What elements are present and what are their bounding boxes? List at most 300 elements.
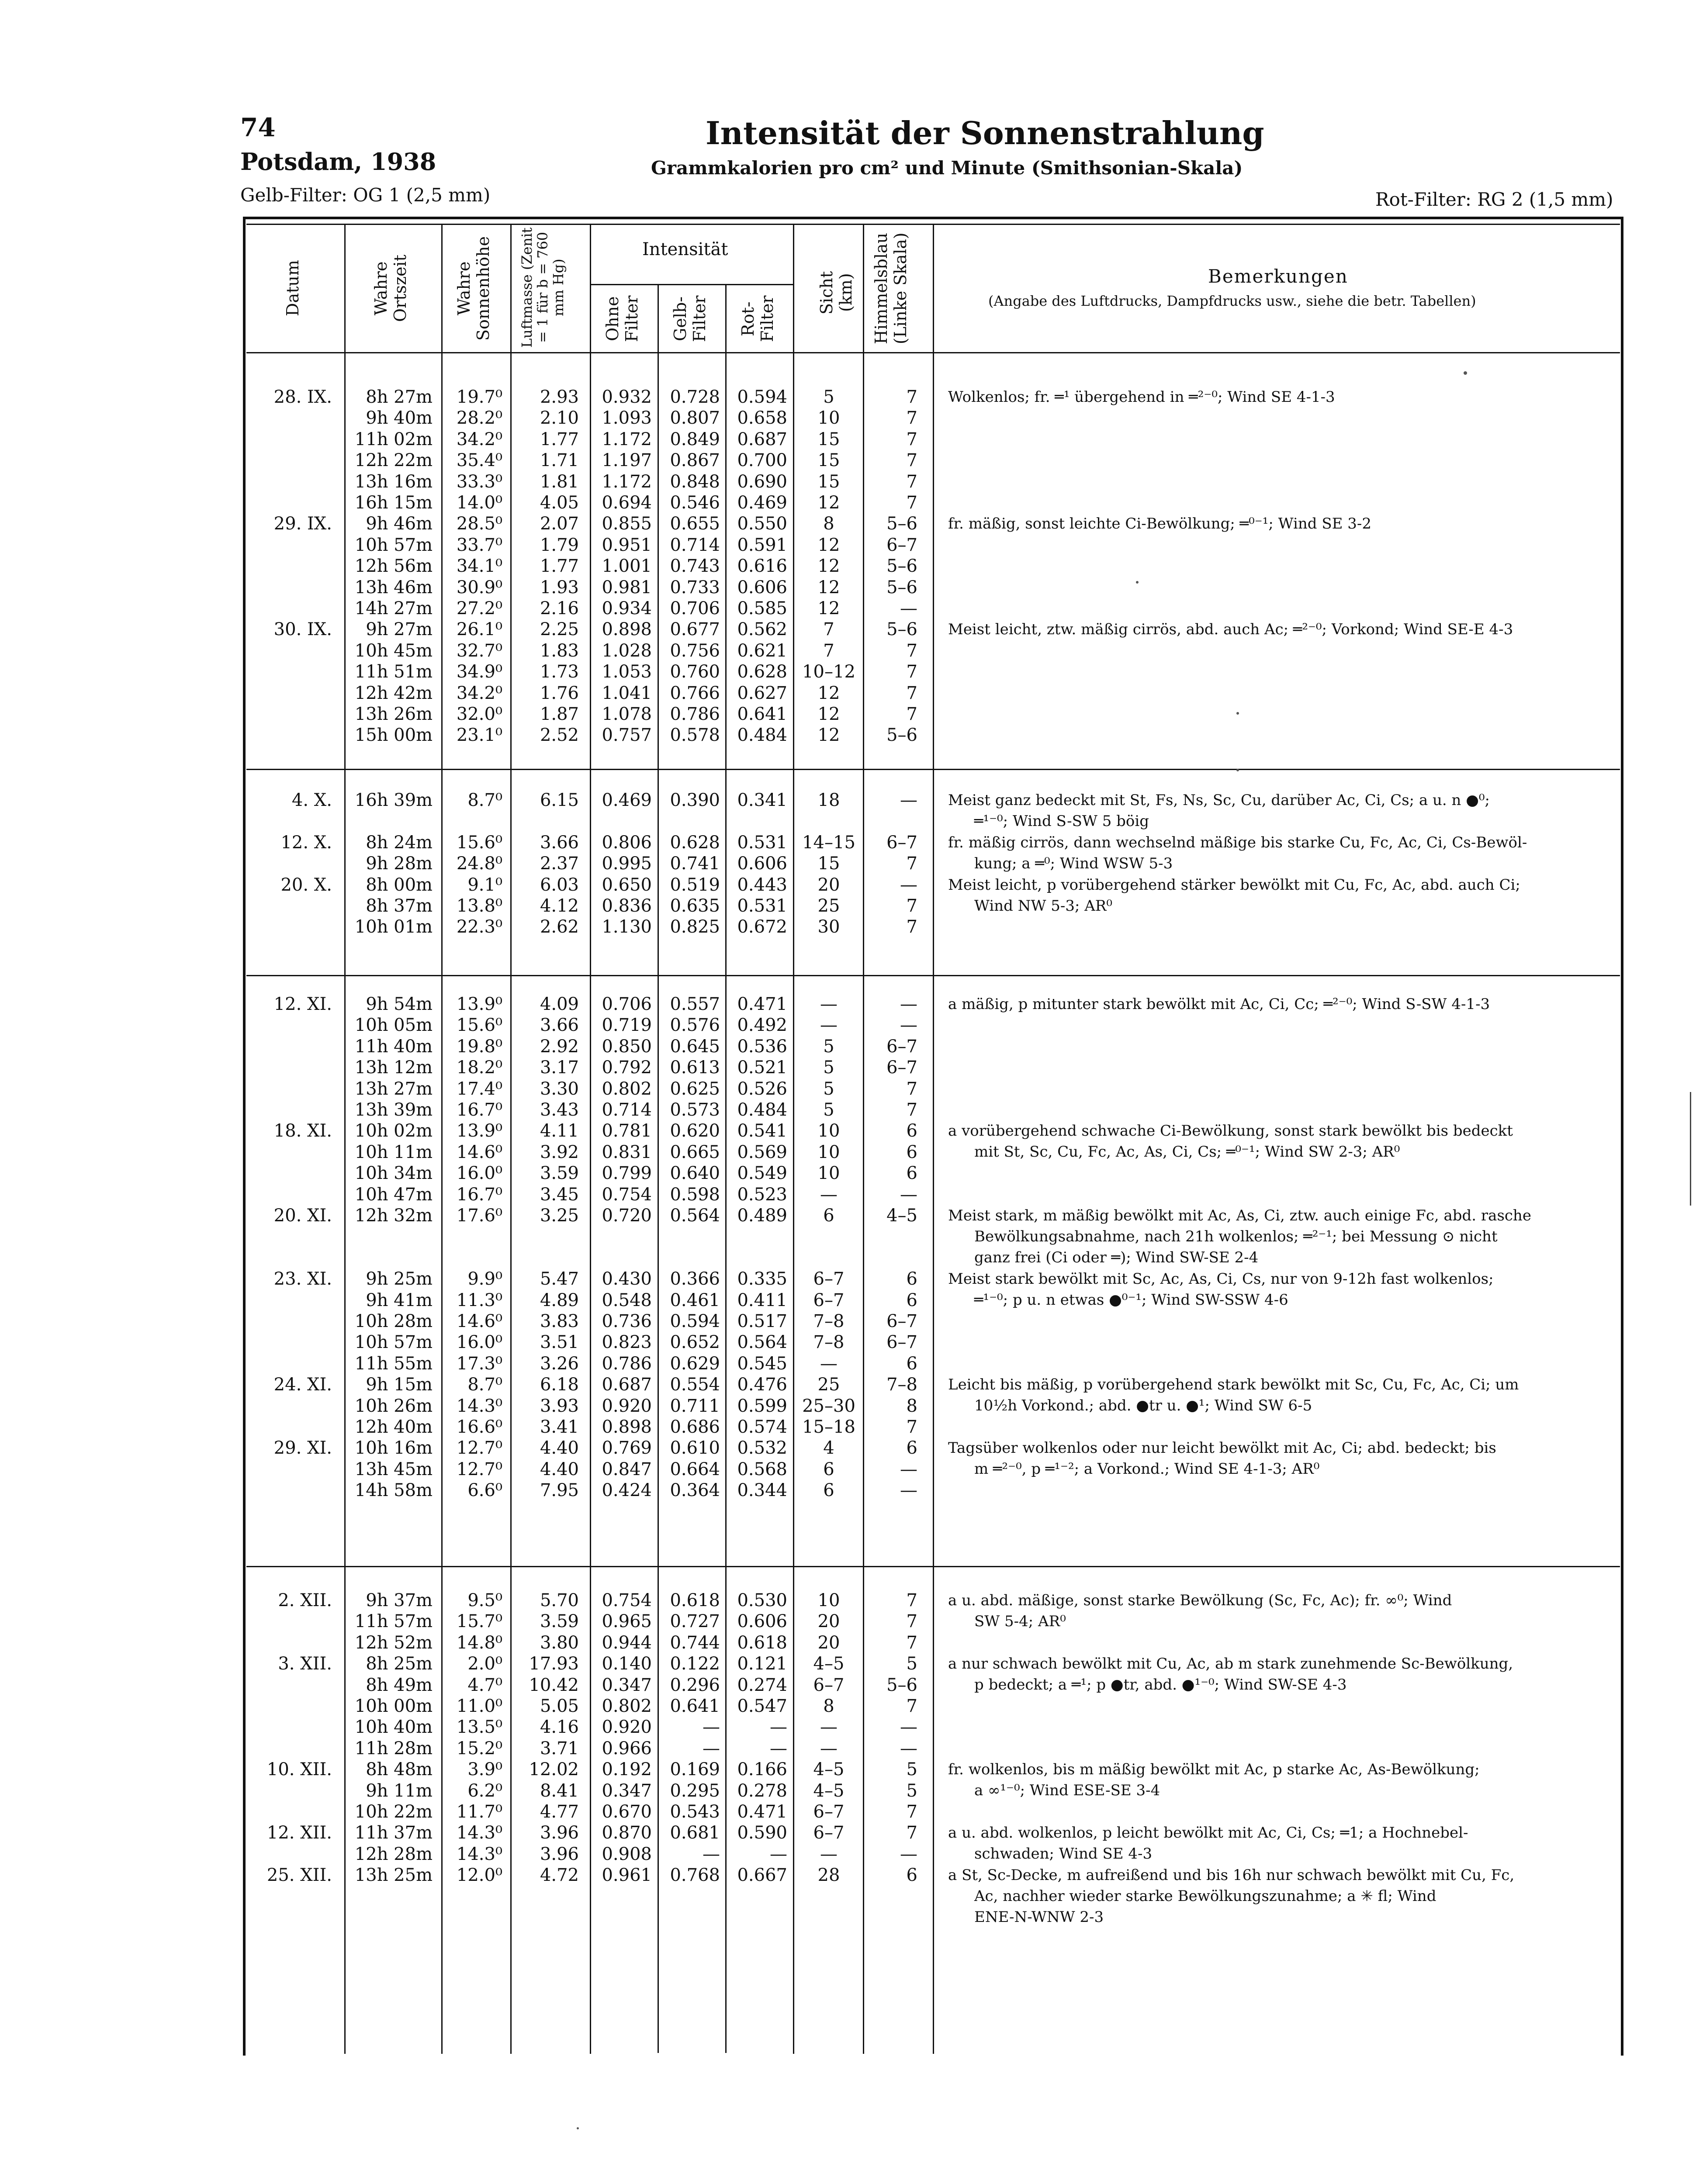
cell-zeit: 8h 24m xyxy=(366,832,433,853)
cell-gelb: 0.848 xyxy=(670,471,720,492)
remark-line: Meist stark bewölkt mit Sc, Ac, As, Ci, Cs, nur von 9-12h fast wolkenlos; xyxy=(948,1270,1494,1288)
cell-zeit: 8h 27m xyxy=(366,387,433,407)
scan-edge xyxy=(1690,1092,1691,1206)
cell-hoehe: 14.3⁰ xyxy=(456,1396,502,1416)
cell-gelb: 0.625 xyxy=(670,1078,720,1099)
cell-datum: 29. IX. xyxy=(273,514,332,534)
cell-hoehe: 13.5⁰ xyxy=(456,1717,502,1738)
cell-gelb: 0.760 xyxy=(670,662,720,682)
cell-rot: 0.658 xyxy=(737,408,787,429)
cell-sicht: 6 xyxy=(823,1206,834,1226)
cell-gelb: 0.711 xyxy=(670,1396,720,1416)
cell-hoehe: 11.3⁰ xyxy=(456,1290,502,1310)
cell-luft: 2.92 xyxy=(540,1036,579,1057)
scan-speck xyxy=(1236,712,1239,715)
cell-gelb: 0.756 xyxy=(670,640,720,661)
cell-hoehe: 9.9⁰ xyxy=(467,1269,502,1289)
cell-rot: 0.590 xyxy=(737,1823,787,1843)
remark-text xyxy=(948,1374,1519,1416)
cell-ohne: 0.754 xyxy=(602,1184,652,1205)
cell-himmel: — xyxy=(900,1480,917,1501)
cell-luft: 3.92 xyxy=(540,1142,579,1162)
cell-hoehe: 4.7⁰ xyxy=(467,1675,502,1695)
cell-datum: 28. IX. xyxy=(273,387,332,407)
cell-rot: 0.469 xyxy=(737,493,787,513)
cell-zeit: 10h 11m xyxy=(354,1142,433,1162)
cell-rot: 0.344 xyxy=(737,1480,787,1501)
group-separator xyxy=(246,1566,1620,1567)
cell-sicht: 14–15 xyxy=(802,832,855,853)
cell-hoehe: 8.7⁰ xyxy=(467,1375,502,1395)
col-header-bemerkungen-sub: (Angabe des Luftdrucks, Dampfdrucks usw., siehe die betr. Tabellen) xyxy=(988,293,1476,309)
cell-gelb: 0.461 xyxy=(670,1290,720,1310)
cell-rot: 0.562 xyxy=(737,619,787,640)
cell-sicht: 12 xyxy=(817,598,840,619)
remark-text xyxy=(948,1438,1496,1479)
cell-hoehe: 33.3⁰ xyxy=(456,471,502,492)
cell-gelb: 0.546 xyxy=(670,493,720,513)
cell-himmel: — xyxy=(900,1015,917,1036)
cell-himmel: — xyxy=(900,994,917,1014)
cell-hoehe: 19.8⁰ xyxy=(456,1036,502,1057)
cell-rot: 0.121 xyxy=(737,1654,787,1674)
cell-luft: 3.66 xyxy=(540,1015,579,1036)
cell-himmel: 5 xyxy=(906,1780,917,1801)
cell-datum: 2. XII. xyxy=(278,1590,332,1610)
cell-hoehe: 15.2⁰ xyxy=(456,1738,502,1759)
cell-gelb: — xyxy=(703,1738,720,1759)
cell-sicht: 5 xyxy=(823,1100,834,1120)
cell-himmel: 6 xyxy=(906,1121,917,1141)
cell-ohne: 0.719 xyxy=(602,1015,652,1036)
cell-hoehe: 32.0⁰ xyxy=(456,704,502,724)
cell-zeit: 12h 22m xyxy=(354,450,433,471)
cell-luft: 6.18 xyxy=(540,1375,579,1395)
cell-ohne: 0.802 xyxy=(602,1078,652,1099)
cell-luft: 3.96 xyxy=(540,1823,579,1843)
cell-hoehe: 34.2⁰ xyxy=(456,683,502,703)
cell-sicht: 6 xyxy=(823,1480,834,1501)
cell-luft: 1.76 xyxy=(540,683,579,703)
cell-hoehe: 33.7⁰ xyxy=(456,535,502,555)
cell-hoehe: 9.5⁰ xyxy=(467,1590,502,1610)
cell-himmel: 6 xyxy=(906,1290,917,1310)
cell-rot: 0.531 xyxy=(737,832,787,853)
cell-sicht: 7 xyxy=(823,640,834,661)
cell-ohne: 0.932 xyxy=(602,387,652,407)
cell-sicht: — xyxy=(820,1015,838,1036)
cell-luft: 1.83 xyxy=(540,640,579,661)
cell-datum: 12. XI. xyxy=(273,994,332,1014)
cell-sicht: 8 xyxy=(823,514,834,534)
cell-hoehe: 30.9⁰ xyxy=(456,577,502,598)
cell-sicht: 18 xyxy=(817,790,840,810)
cell-rot: 0.531 xyxy=(737,896,787,916)
cell-sicht: 12 xyxy=(817,725,840,746)
cell-ohne: 0.920 xyxy=(602,1717,652,1738)
cell-himmel: 7 xyxy=(906,429,917,449)
cell-ohne: 0.694 xyxy=(602,493,652,513)
cell-zeit: 10h 16m xyxy=(354,1438,433,1458)
cell-himmel: 7 xyxy=(906,1078,917,1099)
cell-hoehe: 15.7⁰ xyxy=(456,1611,502,1632)
cell-rot: 0.568 xyxy=(737,1459,787,1479)
cell-gelb: 0.786 xyxy=(670,704,720,724)
cell-ohne: 0.140 xyxy=(602,1654,652,1674)
cell-ohne: 1.053 xyxy=(602,662,652,682)
remark-text xyxy=(948,387,1335,408)
cell-rot: 0.621 xyxy=(737,640,787,661)
cell-zeit: 10h 05m xyxy=(354,1015,433,1036)
cell-rot: 0.591 xyxy=(737,535,787,555)
group-separator xyxy=(246,769,1620,770)
scan-speck xyxy=(1136,581,1139,584)
cell-rot: 0.471 xyxy=(737,1802,787,1822)
cell-luft: 1.77 xyxy=(540,556,579,577)
cell-rot: 0.549 xyxy=(737,1163,787,1184)
remark-line: a St, Sc-Decke, m aufreißend und bis 16h nur schwach bewölkt mit Cu, Fc, xyxy=(948,1866,1515,1884)
cell-sicht: 12 xyxy=(817,704,840,724)
cell-luft: 2.52 xyxy=(540,725,579,746)
cell-ohne: 0.995 xyxy=(602,854,652,874)
cell-zeit: 13h 12m xyxy=(354,1057,433,1078)
remark-text xyxy=(948,619,1513,640)
cell-himmel: — xyxy=(900,1459,917,1479)
cell-luft: 3.51 xyxy=(540,1332,579,1353)
cell-zeit: 11h 37m xyxy=(354,1823,433,1843)
cell-ohne: 0.720 xyxy=(602,1206,652,1226)
cell-himmel: — xyxy=(900,1184,917,1205)
cell-rot: 0.523 xyxy=(737,1184,787,1205)
cell-zeit: 9h 54m xyxy=(366,994,433,1014)
remark-text xyxy=(948,1120,1513,1162)
cell-sicht: 5 xyxy=(823,387,834,407)
cell-ohne: 0.192 xyxy=(602,1759,652,1780)
remark-text xyxy=(948,994,1490,1015)
cell-ohne: 0.966 xyxy=(602,1738,652,1759)
cell-gelb: 0.629 xyxy=(670,1353,720,1374)
cell-luft: 1.77 xyxy=(540,429,579,449)
cell-luft: 10.42 xyxy=(529,1675,579,1695)
cell-ohne: 0.898 xyxy=(602,1417,652,1437)
cell-luft: 1.81 xyxy=(540,471,579,492)
cell-gelb: 0.706 xyxy=(670,598,720,619)
cell-zeit: 13h 45m xyxy=(354,1459,433,1479)
cell-himmel: — xyxy=(900,1717,917,1738)
cell-himmel: 5 xyxy=(906,1759,917,1780)
cell-datum: 29. XI. xyxy=(273,1438,332,1458)
cell-himmel: 6 xyxy=(906,1353,917,1374)
cell-ohne: 1.172 xyxy=(602,429,652,449)
cell-rot: 0.476 xyxy=(737,1375,787,1395)
remark-text xyxy=(948,874,1520,916)
cell-luft: 3.96 xyxy=(540,1844,579,1864)
cell-gelb: 0.366 xyxy=(670,1269,720,1289)
cell-sicht: — xyxy=(820,1738,838,1759)
cell-hoehe: 28.5⁰ xyxy=(456,514,502,534)
cell-zeit: 12h 56m xyxy=(354,556,433,577)
cell-zeit: 13h 27m xyxy=(354,1078,433,1099)
remark-text xyxy=(948,1865,1514,1928)
cell-himmel: 7 xyxy=(906,896,917,916)
col-header-hoehe: Wahre Sonnenhöhe xyxy=(454,236,493,341)
cell-ohne: 0.898 xyxy=(602,619,652,640)
cell-rot: 0.532 xyxy=(737,1438,787,1458)
cell-zeit: 12h 42m xyxy=(354,683,433,703)
cell-ohne: 0.802 xyxy=(602,1696,652,1716)
cell-zeit: 12h 40m xyxy=(354,1417,433,1437)
cell-sicht: — xyxy=(820,994,838,1014)
cell-gelb: 0.768 xyxy=(670,1865,720,1886)
cell-sicht: 6–7 xyxy=(813,1290,845,1310)
cell-rot: 0.594 xyxy=(737,387,787,407)
cell-zeit: 11h 55m xyxy=(354,1353,433,1374)
cell-gelb: 0.598 xyxy=(670,1184,720,1205)
cell-hoehe: 17.4⁰ xyxy=(456,1078,502,1099)
cell-gelb: 0.681 xyxy=(670,1823,720,1843)
cell-rot: 0.484 xyxy=(737,725,787,746)
remark-line: mit St, Sc, Cu, Fc, Ac, As, Ci, Cs; ═⁰⁻¹; Wind SW 2-3; AR⁰ xyxy=(974,1143,1400,1161)
cell-gelb: 0.557 xyxy=(670,994,720,1014)
cell-gelb: 0.635 xyxy=(670,896,720,916)
cell-luft: 5.47 xyxy=(540,1269,579,1289)
cell-zeit: 12h 52m xyxy=(354,1632,433,1653)
cell-ohne: 0.981 xyxy=(602,577,652,598)
cell-gelb: 0.640 xyxy=(670,1163,720,1184)
cell-sicht: 15 xyxy=(817,854,840,874)
cell-sicht: 25 xyxy=(817,1375,840,1395)
cell-luft: 1.79 xyxy=(540,535,579,555)
cell-sicht: 4 xyxy=(823,1438,834,1458)
cell-luft: 1.87 xyxy=(540,704,579,724)
cell-datum: 10. XII. xyxy=(267,1759,332,1780)
cell-ohne: 0.823 xyxy=(602,1332,652,1353)
cell-datum: 18. XI. xyxy=(273,1121,332,1141)
cell-rot: 0.585 xyxy=(737,598,787,619)
remark-line: fr. mäßig cirrös, dann wechselnd mäßige bis starke Cu, Fc, Ac, Ci, Cs-Bewöl- xyxy=(948,833,1527,851)
col-header-datum: Datum xyxy=(283,260,302,317)
cell-ohne: 0.944 xyxy=(602,1632,652,1653)
cell-himmel: 6–7 xyxy=(886,832,917,853)
cell-hoehe: 23.1⁰ xyxy=(456,725,502,746)
cell-himmel: 7 xyxy=(906,1590,917,1610)
cell-ohne: 0.469 xyxy=(602,790,652,810)
cell-hoehe: 13.8⁰ xyxy=(456,896,502,916)
cell-hoehe: 15.6⁰ xyxy=(456,832,502,853)
cell-sicht: 10 xyxy=(817,1142,840,1162)
cell-ohne: 0.806 xyxy=(602,832,652,853)
cell-gelb: 0.543 xyxy=(670,1802,720,1822)
cell-gelb: 0.576 xyxy=(670,1015,720,1036)
cell-hoehe: 35.4⁰ xyxy=(456,450,502,471)
remark-line: p bedeckt; a ═¹; p ●tr, abd. ●¹⁻⁰; Wind SW-SE 4-3 xyxy=(974,1676,1347,1694)
cell-rot: 0.341 xyxy=(737,790,787,810)
cell-sicht: 7–8 xyxy=(813,1332,845,1353)
remark-text xyxy=(948,1268,1494,1310)
cell-sicht: 5 xyxy=(823,1078,834,1099)
cell-sicht: 7–8 xyxy=(813,1311,845,1331)
cell-sicht: 6 xyxy=(823,1459,834,1479)
cell-himmel: 7 xyxy=(906,640,917,661)
cell-ohne: 0.736 xyxy=(602,1311,652,1331)
cell-ohne: 0.714 xyxy=(602,1100,652,1120)
cell-luft: 12.02 xyxy=(529,1759,579,1780)
cell-datum: 25. XII. xyxy=(267,1865,332,1886)
cell-datum: 23. XI. xyxy=(273,1269,332,1289)
cell-zeit: 8h 49m xyxy=(366,1675,433,1695)
cell-luft: 4.16 xyxy=(540,1717,579,1738)
cell-zeit: 9h 11m xyxy=(366,1780,433,1801)
cell-ohne: 0.951 xyxy=(602,535,652,555)
cell-ohne: 0.687 xyxy=(602,1375,652,1395)
cell-zeit: 13h 39m xyxy=(354,1100,433,1120)
cell-zeit: 16h 39m xyxy=(354,790,433,810)
cell-himmel: 7 xyxy=(906,1696,917,1716)
remark-line: Tagsüber wolkenlos oder nur leicht bewölkt mit Ac, Ci; abd. bedeckt; bis xyxy=(948,1439,1496,1457)
cell-sicht: 10 xyxy=(817,1590,840,1610)
cell-sicht: 12 xyxy=(817,493,840,513)
group-separator xyxy=(246,975,1620,976)
cell-rot: 0.471 xyxy=(737,994,787,1014)
cell-sicht: 10 xyxy=(817,408,840,429)
cell-himmel: 7 xyxy=(906,917,917,937)
cell-ohne: 0.754 xyxy=(602,1590,652,1610)
cell-sicht: 4–5 xyxy=(813,1759,845,1780)
cell-sicht: 6–7 xyxy=(813,1823,845,1843)
cell-ohne: 0.430 xyxy=(602,1269,652,1289)
cell-himmel: 6 xyxy=(906,1865,917,1886)
scan-speck xyxy=(1236,769,1239,771)
cell-rot: 0.606 xyxy=(737,854,787,874)
cell-ohne: 1.028 xyxy=(602,640,652,661)
cell-hoehe: 14.6⁰ xyxy=(456,1142,502,1162)
remark-line: a vorübergehend schwache Ci-Bewölkung, sonst stark bewölkt bis bedeckt xyxy=(948,1122,1513,1140)
cell-zeit: 10h 34m xyxy=(354,1163,433,1184)
cell-himmel: 4–5 xyxy=(886,1206,917,1226)
cell-sicht: 6–7 xyxy=(813,1802,845,1822)
cell-sicht: 10–12 xyxy=(802,662,855,682)
remark-line: a u. abd. wolkenlos, p leicht bewölkt mit Ac, Ci, Cs; ═1; a Hochnebel- xyxy=(948,1824,1468,1842)
col-header-himmelsblau: Himmelsblau (Linke Skala) xyxy=(872,232,910,344)
cell-zeit: 14h 58m xyxy=(354,1480,433,1501)
cell-zeit: 10h 02m xyxy=(354,1121,433,1141)
cell-sicht: 10 xyxy=(817,1121,840,1141)
cell-hoehe: 16.7⁰ xyxy=(456,1184,502,1205)
cell-ohne: 0.799 xyxy=(602,1163,652,1184)
cell-luft: 2.10 xyxy=(540,408,579,429)
cell-gelb: 0.728 xyxy=(670,387,720,407)
cell-sicht: 15 xyxy=(817,429,840,449)
cell-rot: 0.274 xyxy=(737,1675,787,1695)
cell-himmel: 5–6 xyxy=(886,514,917,534)
cell-gelb: 0.733 xyxy=(670,577,720,598)
cell-zeit: 10h 26m xyxy=(354,1396,433,1416)
cell-datum: 12. X. xyxy=(280,832,332,853)
cell-ohne: 0.650 xyxy=(602,874,652,895)
filter-left-label: Gelb-Filter: OG 1 (2,5 mm) xyxy=(240,184,491,206)
cell-gelb: 0.664 xyxy=(670,1459,720,1479)
cell-rot: 0.628 xyxy=(737,662,787,682)
cell-datum: 12. XII. xyxy=(267,1823,332,1843)
cell-gelb: 0.573 xyxy=(670,1100,720,1120)
cell-himmel: 5–6 xyxy=(886,619,917,640)
cell-gelb: 0.169 xyxy=(670,1759,720,1780)
col-header-sicht: Sicht (km) xyxy=(817,271,855,314)
remark-line: fr. wolkenlos, bis m mäßig bewölkt mit Ac, p starke Ac, As-Bewölkung; xyxy=(948,1761,1480,1779)
cell-luft: 3.93 xyxy=(540,1396,579,1416)
cell-zeit: 9h 40m xyxy=(366,408,433,429)
cell-ohne: 0.347 xyxy=(602,1780,652,1801)
cell-hoehe: 2.0⁰ xyxy=(467,1654,502,1674)
cell-rot: 0.278 xyxy=(737,1780,787,1801)
cell-luft: 3.17 xyxy=(540,1057,579,1078)
remark-text xyxy=(948,1590,1452,1632)
col-header-rot: Rot-Filter xyxy=(738,295,777,342)
cell-hoehe: 32.7⁰ xyxy=(456,640,502,661)
cell-rot: 0.606 xyxy=(737,577,787,598)
cell-hoehe: 3.9⁰ xyxy=(467,1759,502,1780)
cell-himmel: — xyxy=(900,1738,917,1759)
cell-gelb: 0.677 xyxy=(670,619,720,640)
cell-sicht: 10 xyxy=(817,1163,840,1184)
cell-himmel: 7 xyxy=(906,704,917,724)
cell-ohne: 0.792 xyxy=(602,1057,652,1078)
cell-ohne: 0.786 xyxy=(602,1353,652,1374)
cell-rot: — xyxy=(770,1844,787,1864)
cell-hoehe: 12.0⁰ xyxy=(456,1865,502,1886)
cell-luft: 2.25 xyxy=(540,619,579,640)
cell-rot: 0.616 xyxy=(737,556,787,577)
cell-hoehe: 16.6⁰ xyxy=(456,1417,502,1437)
cell-luft: 3.45 xyxy=(540,1184,579,1205)
cell-hoehe: 9.1⁰ xyxy=(467,874,502,895)
cell-hoehe: 16.0⁰ xyxy=(456,1163,502,1184)
cell-zeit: 12h 32m xyxy=(354,1206,433,1226)
remark-line: ENE-N-WNW 2-3 xyxy=(974,1908,1104,1926)
remark-line: Bewölkungsabnahme, nach 21h wolkenlos; ═²⁻¹; bei Messung ⊙ nicht xyxy=(974,1228,1498,1245)
cell-gelb: — xyxy=(703,1717,720,1738)
cell-himmel: 6 xyxy=(906,1142,917,1162)
cell-rot: 0.574 xyxy=(737,1417,787,1437)
cell-zeit: 13h 25m xyxy=(354,1865,433,1886)
cell-sicht: — xyxy=(820,1353,838,1374)
cell-himmel: 6 xyxy=(906,1269,917,1289)
cell-hoehe: 16.0⁰ xyxy=(456,1332,502,1353)
cell-gelb: 0.578 xyxy=(670,725,720,746)
cell-himmel: 7 xyxy=(906,471,917,492)
remark-line: Meist leicht, p vorübergehend stärker bewölkt mit Cu, Fc, Ac, abd. auch Ci; xyxy=(948,876,1520,894)
col-header-gelb: Gelb-Filter xyxy=(671,295,709,342)
cell-ohne: 1.078 xyxy=(602,704,652,724)
cell-hoehe: 11.0⁰ xyxy=(456,1696,502,1716)
cell-sicht: 7 xyxy=(823,619,834,640)
cell-rot: 0.690 xyxy=(737,471,787,492)
cell-gelb: 0.620 xyxy=(670,1121,720,1141)
cell-zeit: 9h 41m xyxy=(366,1290,433,1310)
cell-gelb: 0.743 xyxy=(670,556,720,577)
cell-himmel: 6–7 xyxy=(886,1057,917,1078)
cell-rot: — xyxy=(770,1717,787,1738)
cell-hoehe: 16.7⁰ xyxy=(456,1100,502,1120)
cell-zeit: 8h 25m xyxy=(366,1654,433,1674)
remark-line: m ═²⁻⁰, p ═¹⁻²; a Vorkond.; Wind SE 4-1-3; AR⁰ xyxy=(974,1460,1320,1478)
cell-luft: 4.72 xyxy=(540,1865,579,1886)
cell-luft: 5.70 xyxy=(540,1590,579,1610)
cell-hoehe: 22.3⁰ xyxy=(456,917,502,937)
cell-datum: 24. XI. xyxy=(273,1375,332,1395)
cell-sicht: — xyxy=(820,1184,838,1205)
cell-himmel: 5–6 xyxy=(886,725,917,746)
